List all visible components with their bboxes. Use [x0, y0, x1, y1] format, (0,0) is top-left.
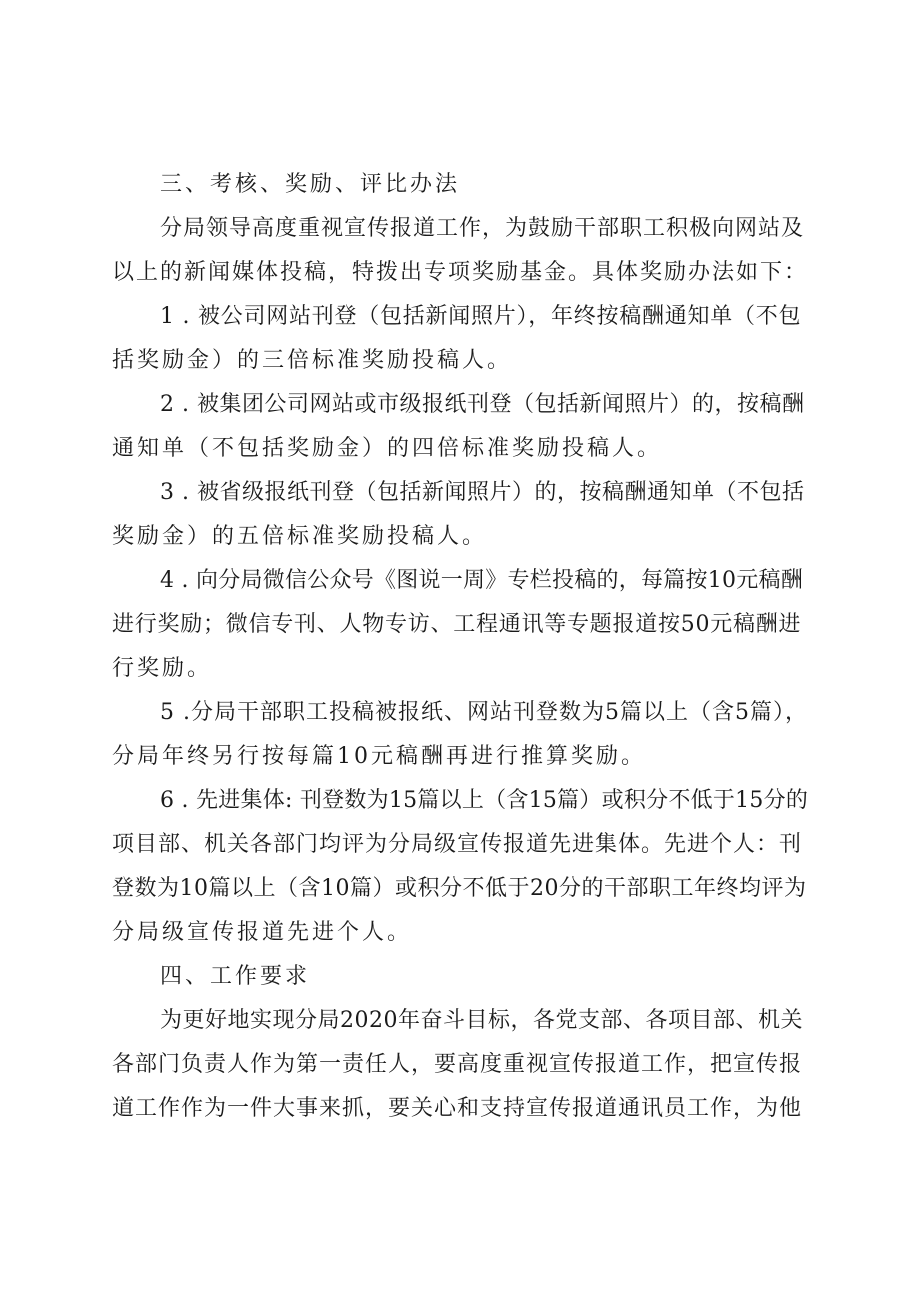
intro-line-2: 以上的新闻媒体投稿，特拨出专项奖励基金。具体奖励办法如下： — [112, 260, 809, 285]
intro-line-1: 分局领导高度重视宣传报道工作，为鼓励干部职工积极向网站及 — [160, 216, 805, 241]
item-4-line-3: 行奖励。 — [112, 656, 213, 681]
item-4-line-1: 4 . 向分局微信公众号《图说一周》专栏投稿的，每篇按10元稿酬 — [160, 568, 803, 593]
section-heading-requirements: 四、工作要求 — [160, 964, 311, 989]
item-6-line-1: 6 . 先进集体: 刊登数为15篇以上（含15篇）或积分不低于15分的 — [160, 788, 809, 813]
item-2-line-1: 2 . 被集团公司网站或市级报纸刊登（包括新闻照片）的，按稿酬 — [160, 392, 805, 417]
item-1-line-1: 1 . 被公司网站刊登（包括新闻照片），年终按稿酬通知单（不包 — [160, 304, 802, 329]
item-5-line-1: 5 .分局干部职工投稿被报纸、网站刊登数为5篇以上（含5篇）， — [160, 700, 808, 725]
section-heading-evaluation: 三、考核、奖励、评比办法 — [160, 172, 461, 197]
item-4-line-2: 进行奖励；微信专刊、人物专访、工程通讯等专题报道按50元稿酬进 — [112, 612, 802, 637]
item-1-line-2: 括奖励金）的三倍标准奖励投稿人。 — [112, 348, 513, 373]
requirements-line-1: 为更好地实现分局2020年奋斗目标，各党支部、各项目部、机关 — [160, 1008, 803, 1033]
item-6-line-2: 项目部、机关各部门均评为分局级宣传报道先进集体。先进个人：刊 — [112, 832, 803, 857]
requirements-line-2: 各部门负责人作为第一责任人，要高度重视宣传报道工作，把宣传报 — [112, 1052, 803, 1077]
item-6-line-3: 登数为10篇以上（含10篇）或积分不低于20分的干部职工年终均评为 — [112, 876, 807, 901]
item-3-line-2: 奖励金）的五倍标准奖励投稿人。 — [112, 524, 488, 549]
item-3-line-1: 3 . 被省级报纸刊登（包括新闻照片）的，按稿酬通知单（不包括 — [160, 480, 805, 505]
requirements-line-3: 道工作作为一件大事来抓，要关心和支持宣传报道通讯员工作，为他 — [112, 1096, 803, 1121]
item-6-line-4: 分局级宣传报道先进个人。 — [112, 920, 413, 945]
item-2-line-2: 通知单（不包括奖励金）的四倍标准奖励投稿人。 — [112, 436, 663, 461]
item-5-line-2: 分局年终另行按每篇10元稿酬再进行推算奖励。 — [112, 744, 646, 769]
